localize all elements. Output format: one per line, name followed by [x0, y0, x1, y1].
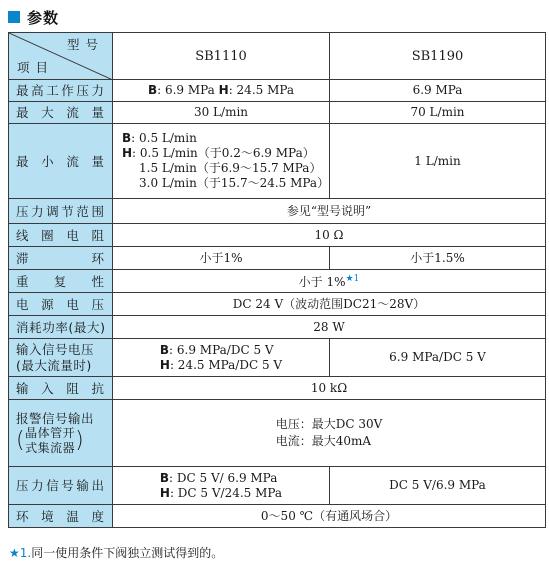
min-flow-b-line: [122, 131, 325, 146]
row-power-voltage: [9, 293, 546, 316]
label-pressure-range: 压力调节范围: [9, 199, 113, 224]
code-b: B: [159, 470, 170, 485]
value-max-pressure-sb1110: [113, 80, 330, 102]
value-input-impedance: 10 kΩ: [113, 377, 546, 400]
value-text: : 24.5 MPa: [228, 83, 295, 97]
row-ambient-temp: [9, 505, 546, 528]
footnote-star-icon: ★1.: [9, 546, 32, 560]
label-pressure-output: 压力信号输出: [9, 467, 113, 505]
label-input-impedance: 输入阻抗: [9, 377, 113, 400]
min-flow-line4: [122, 176, 330, 191]
value-max-flow-sb1190: 70 L/min: [330, 102, 546, 124]
pressure-output-h-line: [160, 486, 282, 501]
value-max-pressure-sb1190: 6.9 MPa: [330, 80, 546, 102]
row-max-flow: [9, 102, 546, 124]
footnote: [9, 544, 223, 561]
value-text: : 6.9 MPa: [157, 83, 219, 97]
label-hysteresis: 滞环: [9, 247, 113, 270]
value-text: : DC 5 V/ 6.9 MPa: [169, 470, 278, 485]
label-repeatability: 重复性: [9, 270, 113, 293]
label-max-flow: 最大流量: [9, 102, 113, 124]
value-max-flow-sb1110: 30 L/min: [113, 102, 330, 124]
code-h: H: [159, 357, 170, 372]
value-text: 小于 1%: [298, 275, 346, 289]
label-power-consumption: 消耗功率(最大): [9, 316, 113, 339]
row-coil-resistance: [9, 224, 546, 247]
input-signal-h-line: [160, 358, 282, 373]
value-alarm-output: [113, 400, 546, 467]
code-b: B: [159, 342, 170, 357]
label-max-pressure: 最高工作压力: [9, 80, 113, 102]
value-min-flow-sb1190: 1 L/min: [330, 124, 546, 199]
spec-table: [8, 32, 546, 528]
value-pressure-output-sb1190: DC 5 V/6.9 MPa: [330, 467, 546, 505]
alarm-voltage: 电压：最大DC 30V: [275, 417, 383, 431]
value-ambient-temp: 0～50 ℃（有通风场合）: [113, 505, 546, 528]
value-pressure-output-sb1110: [113, 467, 330, 505]
code-b: B: [147, 83, 158, 97]
label-input-signal: [9, 339, 113, 377]
code-b: B: [122, 131, 132, 145]
value-input-signal-sb1110: [113, 339, 330, 377]
row-pressure-range: [9, 199, 546, 224]
alarm-current: 电流：最大40mA: [275, 434, 372, 448]
value-repeatability: [113, 270, 546, 293]
value-hysteresis-sb1190: 小于1.5%: [330, 247, 546, 270]
value-text: : 0.5 L/min（于0.2～6.9 MPa）: [132, 146, 315, 160]
value-text: : 0.5 L/min: [131, 131, 197, 145]
corner-cell: [9, 33, 113, 80]
right-paren: ): [75, 427, 85, 453]
model-header-sb1110: SB1110: [113, 33, 330, 80]
min-flow-line3: [122, 161, 325, 176]
value-power-voltage: DC 24 V（波动范围DC21～28V）: [113, 293, 546, 316]
value-coil-resistance: 10 Ω: [113, 224, 546, 247]
section-square-icon: [8, 11, 20, 23]
corner-item-label: 项目: [17, 60, 55, 75]
label-power-voltage: 电源电压: [9, 293, 113, 316]
label-line: 输入信号电压: [16, 341, 95, 357]
row-alarm-output: [9, 400, 546, 467]
code-h: H: [159, 485, 170, 500]
value-hysteresis-sb1110: 小于1%: [113, 247, 330, 270]
label-line: (最大流量时): [16, 357, 92, 373]
row-input-impedance: [9, 377, 546, 400]
left-paren: (: [16, 427, 26, 453]
input-signal-b-line: [160, 343, 282, 358]
value-text: : DC 5 V/24.5 MPa: [169, 485, 283, 500]
label-line: 晶体管开: [25, 425, 76, 440]
min-flow-h-line: [122, 146, 325, 161]
label-line: 报警信号输出: [16, 410, 95, 426]
value-text: 1.5 L/min（于6.9～15.7 MPa）: [139, 161, 322, 175]
row-min-flow: [9, 124, 546, 199]
code-h: H: [218, 83, 229, 97]
code-h: H: [122, 146, 133, 160]
row-repeatability: [9, 270, 546, 293]
label-coil-resistance: 线圈电阻: [9, 224, 113, 247]
label-alarm-output: [9, 400, 113, 467]
corner-model-label: 型号: [66, 37, 104, 52]
value-text: : 24.5 MPa/DC 5 V: [169, 357, 283, 372]
label-min-flow: 最小流量: [9, 124, 113, 199]
section-title: 参数: [27, 8, 60, 27]
value-pressure-range: 参见“型号说明”: [113, 199, 546, 224]
value-power-consumption: 28 W: [113, 316, 546, 339]
pressure-output-b-line: [160, 471, 282, 486]
table-header-row: [9, 33, 546, 80]
value-min-flow-sb1110: [113, 124, 330, 199]
model-header-sb1190: SB1190: [330, 33, 546, 80]
alarm-paren-group: [16, 426, 105, 456]
footnote-text: 同一使用条件下阀独立测试得到的。: [31, 546, 224, 560]
value-input-signal-sb1190: 6.9 MPa/DC 5 V: [330, 339, 546, 377]
value-text: : 6.9 MPa/DC 5 V: [169, 342, 274, 357]
row-hysteresis: [9, 247, 546, 270]
row-power-consumption: [9, 316, 546, 339]
row-input-signal: [9, 339, 546, 377]
label-ambient-temp: 环境温度: [9, 505, 113, 528]
footnote-star-icon: ★1: [345, 274, 360, 284]
row-pressure-output: [9, 467, 546, 505]
label-line: 式集流器: [25, 440, 76, 455]
section-header: [8, 7, 59, 27]
value-text: 3.0 L/min（于15.7～24.5 MPa）: [139, 176, 330, 190]
row-max-pressure: [9, 80, 546, 102]
